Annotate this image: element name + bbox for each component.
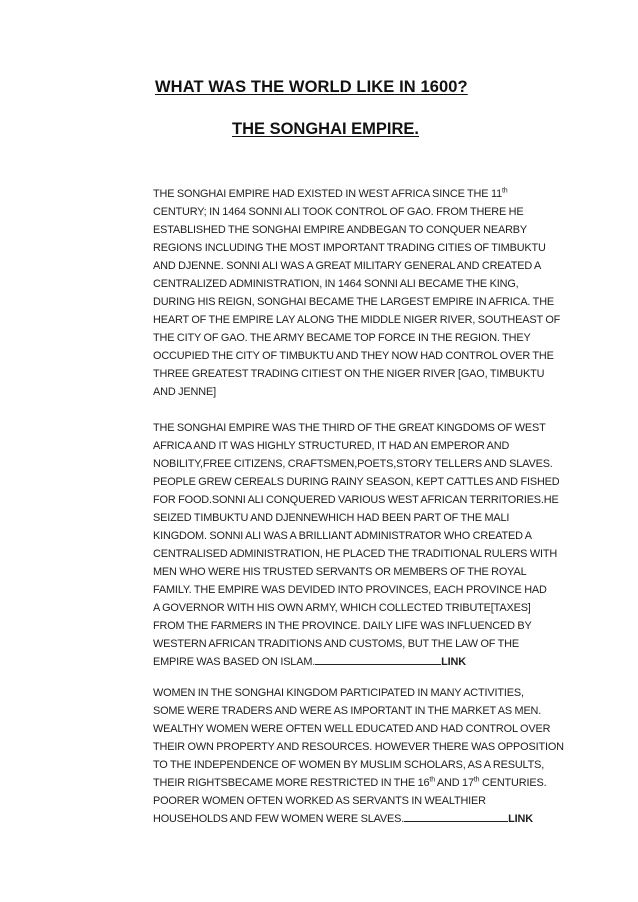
paragraph-line: REGIONS INCLUDING THE MOST IMPORTANT TRADING CITIES OF TIMBUKTU: [153, 242, 546, 254]
paragraph-text: THE SONGHAI EMPIRE HAD EXISTED IN WEST AFRICA SINCE THE 11: [153, 188, 502, 200]
paragraph-line: A GOVERNOR WITH HIS OWN ARMY, WHICH COLLECTED TRIBUTE[TAXES]: [153, 602, 531, 614]
paragraph-line: SOME WERE TRADERS AND WERE AS IMPORTANT IN THE MARKET AS MEN.: [153, 705, 542, 717]
paragraph-line: [153, 810, 573, 828]
paragraph-line: WESTERN AFRICAN TRADITIONS AND CUSTOMS, BUT THE LAW OF THE: [153, 638, 519, 650]
paragraph-line: THE SONGHAI EMPIRE WAS THE THIRD OF THE GREAT KINGDOMS OF WEST: [153, 422, 546, 434]
paragraph-line: POORER WOMEN OFTEN WORKED AS SERVANTS IN WEALTHIER: [153, 795, 486, 807]
paragraph-3: [153, 684, 573, 828]
paragraph-line: CENTURY; IN 1464 SONNI ALI TOOK CONTROL OF GAO. FROM THERE HE: [153, 206, 524, 218]
paragraph-line: THEIR OWN PROPERTY AND RESOURCES. HOWEVER THERE WAS OPPOSITION: [153, 741, 564, 753]
paragraph-text: AND 17: [434, 777, 474, 789]
paragraph-line: OCCUPIED THE CITY OF TIMBUKTU AND THEY NOW HAD CONTROL OVER THE: [153, 350, 554, 362]
blank-underline: [315, 654, 441, 665]
paragraph-line: FOR FOOD.SONNI ALI CONQUERED VARIOUS WEST AFRICAN TERRITORIES.HE: [153, 494, 559, 506]
page-subtitle: THE SONGHAI EMPIRE.: [232, 120, 420, 138]
paragraph-line: THE CITY OF GAO. THE ARMY BECAME TOP FORCE IN THE REGION. THEY: [153, 332, 531, 344]
paragraph-line: MEN WHO WERE HIS TRUSTED SERVANTS OR MEMBERS OF THE ROYAL: [153, 566, 527, 578]
page-title: WHAT WAS THE WORLD LIKE IN 1600?: [155, 78, 468, 96]
paragraph-line: WOMEN IN THE SONGHAI KINGDOM PARTICIPATED IN MANY ACTIVITIES,: [153, 687, 524, 699]
paragraph-line: ESTABLISHED THE SONGHAI EMPIRE ANDBEGAN TO CONQUER NEARBY: [153, 224, 528, 236]
paragraph-line: WEALTHY WOMEN WERE OFTEN WELL EDUCATED AND HAD CONTROL OVER: [153, 723, 551, 735]
paragraph-2: [153, 419, 573, 671]
paragraph-line: [153, 185, 573, 203]
paragraph-line: PEOPLE GREW CEREALS DURING RAINY SEASON, KEPT CATTLES AND FISHED: [153, 476, 560, 488]
paragraph-line: AFRICA AND IT WAS HIGHLY STRUCTURED, IT HAD AN EMPEROR AND: [153, 440, 510, 452]
paragraph-line: AND DJENNE. SONNI ALI WAS A GREAT MILITARY GENERAL AND CREATED A: [153, 260, 542, 272]
paragraph-line: FROM THE FARMERS IN THE PROVINCE. DAILY LIFE WAS INFLUENCED BY: [153, 620, 532, 632]
link-text[interactable]: LINK: [441, 656, 466, 668]
paragraph-text: EMPIRE WAS BASED ON ISLAM.: [153, 656, 316, 668]
ordinal-suffix: th: [429, 776, 435, 784]
paragraph-line: CENTRALISED ADMINISTRATION, HE PLACED THE TRADITIONAL RULERS WITH: [153, 548, 558, 560]
blank-underline: [404, 811, 508, 822]
paragraph-line: HEART OF THE EMPIRE LAY ALONG THE MIDDLE NIGER RIVER, SOUTHEAST OF: [153, 314, 561, 326]
paragraph-line: DURING HIS REIGN, SONGHAI BECAME THE LARGEST EMPIRE IN AFRICA. THE: [153, 296, 555, 308]
paragraph-line: [153, 653, 573, 671]
paragraph-line: KINGDOM. SONNI ALI WAS A BRILLIANT ADMINISTRATOR WHO CREATED A: [153, 530, 532, 542]
paragraph-text: HOUSEHOLDS AND FEW WOMEN WERE SLAVES.: [153, 813, 405, 825]
paragraph-line: AND JENNE]: [153, 386, 216, 398]
paragraph-line: TO THE INDEPENDENCE OF WOMEN BY MUSLIM SCHOLARS, AS A RESULTS,: [153, 759, 545, 771]
paragraph-line: SEIZED TIMBUKTU AND DJENNEWHICH HAD BEEN PART OF THE MALI: [153, 512, 510, 524]
ordinal-suffix: th: [501, 187, 508, 195]
link-text[interactable]: LINK: [508, 813, 533, 825]
paragraph-text: CENTURIES.: [479, 777, 547, 789]
paragraph-1: [153, 185, 573, 401]
paragraph-line: CENTRALIZED ADMINISTRATION, IN 1464 SONNI ALI BECAME THE KING,: [153, 278, 519, 290]
paragraph-line: [153, 774, 573, 792]
paragraph-line: THREE GREATEST TRADING CITIEST ON THE NIGER RIVER [GAO, TIMBUKTU: [153, 368, 545, 380]
ordinal-suffix: th: [473, 776, 480, 784]
paragraph-line: NOBILITY,FREE CITIZENS, CRAFTSMEN,POETS,STORY TELLERS AND SLAVES.: [153, 458, 553, 470]
paragraph-text: THEIR RIGHTSBECAME MORE RESTRICTED IN THE 16: [153, 777, 430, 789]
paragraph-line: FAMILY. THE EMPIRE WAS DEVIDED INTO PROVINCES, EACH PROVINCE HAD: [153, 584, 547, 596]
